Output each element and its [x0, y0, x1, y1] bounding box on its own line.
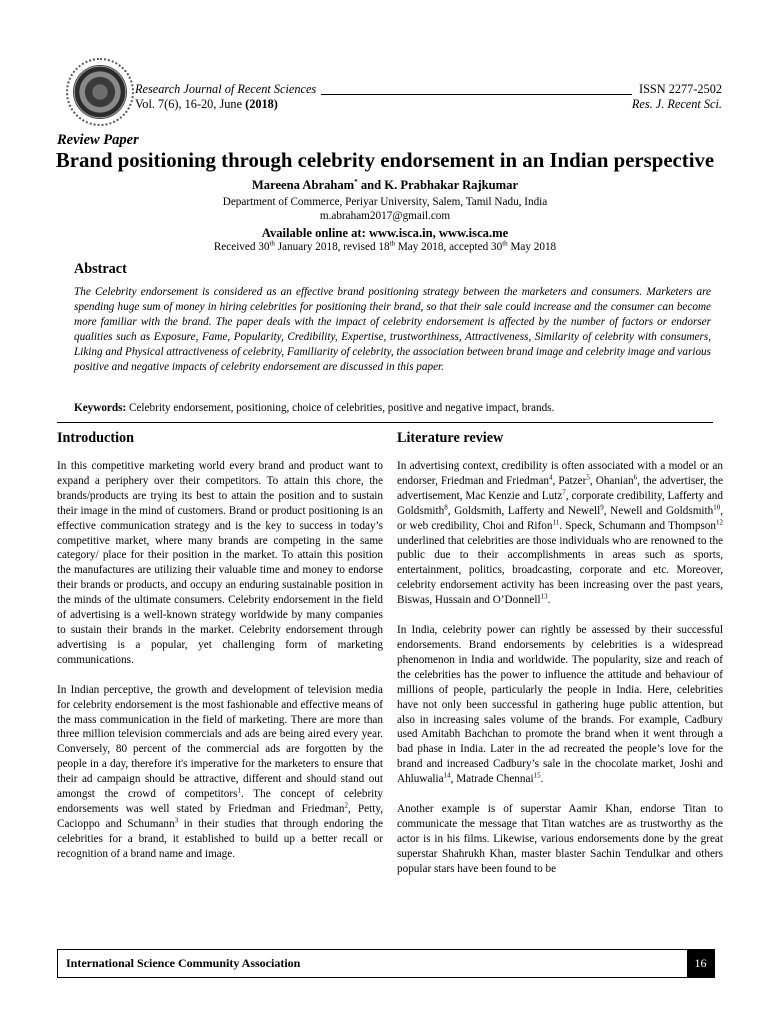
journal-logo: [74, 66, 126, 118]
abstract-text: The Celebrity endorsement is considered as an effective brand positioning strategy between the marketers and consumers. Marketers are spending huge sum of money in hiring celebrities for positioning their brand, so that their sale could increase and the consumer can become more familiar with the brand. The paper deals with the impact of celebrity endorsement is affected by the number of factors or endorser qualities such as Exposure, Fame, Popularity, Credibility, Expertise, trustworthiness, Attractiveness, Similarity of celebrity with consumers, Liking and Physical attractiveness of celebrity, Familiarity of celebrity, the association between brand image and celebrity image and various positive and negative impacts of celebrity endorsement are discussed in this paper.: [74, 286, 711, 374]
footer-organization: International Science Community Association: [66, 956, 301, 970]
citation: 5: [586, 473, 590, 482]
text-run: , the advertiser, the advertisement, Mac Kenzie and Lutz: [397, 474, 723, 502]
journal-volume: Vol. 7(6), 16-20, June: [135, 97, 243, 111]
header-rule: [321, 94, 632, 95]
literature-heading: Literature review: [397, 430, 504, 446]
abstract-heading: Abstract: [74, 261, 127, 277]
text-run: In advertising context, credibility is often associated with a model or an endorser, Friedman and Friedman: [397, 460, 723, 487]
journal-name: Research Journal of Recent Sciences: [135, 82, 317, 96]
page-footer: [57, 949, 715, 978]
citation: 12: [716, 517, 723, 526]
text-run: , Ohanian: [589, 474, 634, 487]
available-online[interactable]: Available online at: www.isca.in, www.isca.me: [261, 226, 509, 240]
text-run: , Patzer: [552, 474, 587, 487]
text-run: , Newell and Goldsmith: [603, 504, 714, 517]
right-column: [397, 430, 723, 892]
text-run: .: [547, 594, 551, 607]
introduction-paragraph-1: In this competitive marketing world every brand and product want to expand a periphery over their competitors. To attain this chore, the brands/products are trying its best to attain the position and to sustain their image in the mind of customers. Brand or product positioning is an effective communication strategy and is the key to success in today’s competitive market, where many brands are competing in the same category/ place for their position in the market. To attain this position the manufactures are utilizing their valuable time and money to endorse their brands or products, and occupy an enduring sustainable position in the minds of the ultimate consumers. Celebrity endorsement in the field of advertising is a well-known strategy worldwide by many companies to sustain their brands in the market. Celebrity endorsement through advertising is a popular, yet challenging form of marketing communications.: [57, 460, 383, 666]
text-run: . The concept of celebrity endorsements was well stated by Friedman and Friedman: [57, 788, 383, 815]
literature-paragraph-3: Another example is of superstar Aamir Khan, endorse Titan to communicate the message that Titan watches are as trustworthy as the actor is in his films. Likewise, various endorsements done by the great superstar Shahrukh Khan, master blaster Sachin Tendulkar and others popular stars have been found to be: [397, 803, 723, 875]
text-run: . Speck, Schumann and Thompson: [559, 519, 716, 532]
date-text: May 2018: [507, 241, 557, 253]
text-run: in their studies that through endoring the celebrities for a brand, it established to build up a better recall or recognition of a brand name and image.: [57, 817, 384, 860]
section-rule: [57, 422, 713, 423]
publication-dates: [0, 241, 770, 253]
date-text: May 2018, accepted 30: [395, 241, 503, 253]
author-email[interactable]: m.abraham2017@gmail.com: [319, 210, 451, 222]
text-run: In India, celebrity power can rightly be assessed by their successful endorsements. Brand endorsements by celebrities is a widespread phenomenon in India and worldwide. The popularity, size and reach of the celebrities has the power to influence the attitude and behaviour of millions of people, particularly the people in India. Here, celebrities have not only been successful in gathering huge public attention, but also in increasing sales volume of the brands. For example, Cadbury used Amitabh Bachchan to promote the brand when it went through a bad phase in India. Later in the ad recreated the people’s love for the brand and increased Cadbury’s sale in the chocolate market, Joshi and Ahluwalia: [397, 624, 723, 786]
introduction-heading: Introduction: [57, 430, 134, 446]
citation: 4: [549, 473, 553, 482]
page-number: 16: [687, 950, 714, 977]
date-sup: th: [389, 239, 396, 248]
journal-issn-block: [632, 82, 722, 112]
citation: 15: [533, 771, 541, 780]
paper-type: Review Paper: [57, 132, 139, 148]
citation: 10: [713, 502, 721, 511]
keywords-label: Keywords:: [74, 402, 127, 414]
date-text: January 2018, revised 18: [274, 241, 390, 253]
keywords-text: Celebrity endorsement, positioning, choice of celebrities, positive and negative impact, brands.: [126, 402, 555, 414]
issn: ISSN 2277-2502: [638, 82, 722, 96]
paper-title: Brand positioning through celebrity endorsement in an Indian perspective: [55, 149, 715, 172]
affiliation-block: [0, 195, 770, 223]
text-run: underlined that celebrities are those individuals who are renowned to the public due to their accomplishments in areas such as sports, entertainment, politics, broadcasting, corporate and etc. Moreover, celebrity endorsement activity has been increasing over the past years, Biswas, Hussain and O’Donnell: [397, 534, 723, 607]
citation: 1: [237, 786, 241, 795]
journal-abbrev: Res. J. Recent Sci.: [631, 97, 722, 111]
citation: 14: [443, 771, 451, 780]
date-sup: th: [502, 239, 508, 248]
citation: 13: [540, 592, 548, 601]
text-run: , Goldsmith, Lafferty and Newell: [447, 504, 601, 517]
authors: [0, 178, 770, 193]
author-2: K. Prabhakar Rajkumar: [384, 178, 519, 192]
citation: 7: [562, 488, 566, 497]
text-run: , or web credibility, Choi and Rifon: [397, 504, 723, 532]
author-joiner: and: [357, 178, 385, 192]
introduction-paragraph-2: [57, 683, 383, 862]
citation: 8: [444, 502, 448, 511]
date-sup: th: [269, 239, 275, 248]
text-run: .: [540, 773, 544, 786]
journal-header: [135, 82, 316, 112]
citation: 9: [600, 502, 604, 511]
journal-year: (2018): [245, 97, 278, 111]
literature-paragraph-2: [397, 623, 723, 787]
affiliation: Department of Commerce, Periyar University, Salem, Tamil Nadu, India: [222, 196, 548, 208]
author-1: Mareena Abraham: [251, 178, 355, 192]
left-column: [57, 430, 383, 877]
keywords: [74, 402, 711, 414]
text-run: , corporate credibility, Lafferty and Goldsmith: [397, 489, 723, 517]
text-run: , Petty, Cacioppo and Schumann: [57, 802, 383, 830]
citation: 6: [633, 473, 638, 482]
literature-paragraph-1: [397, 459, 723, 608]
date-text: Received 30: [213, 241, 270, 253]
text-run: , Matrade Chennai: [450, 773, 534, 786]
corresponding-mark: *: [354, 177, 358, 186]
citation: 3: [174, 816, 179, 825]
citation: 2: [344, 801, 348, 810]
citation: 11: [552, 517, 560, 526]
text-run: In Indian perceptive, the growth and development of television media for celebrity endorsement is the most fashionable and effective means of the mass communication in the field of marketing. There are more than three million television commercials and ads are being aired every year. Conversely, 80 percent of the commercial ads are forgotten by the people in a day, therefore it's imperative for the marketers to ensure that their ad campaign should be attractive, different and should stand out amongst the crowd of competitors: [57, 683, 383, 801]
